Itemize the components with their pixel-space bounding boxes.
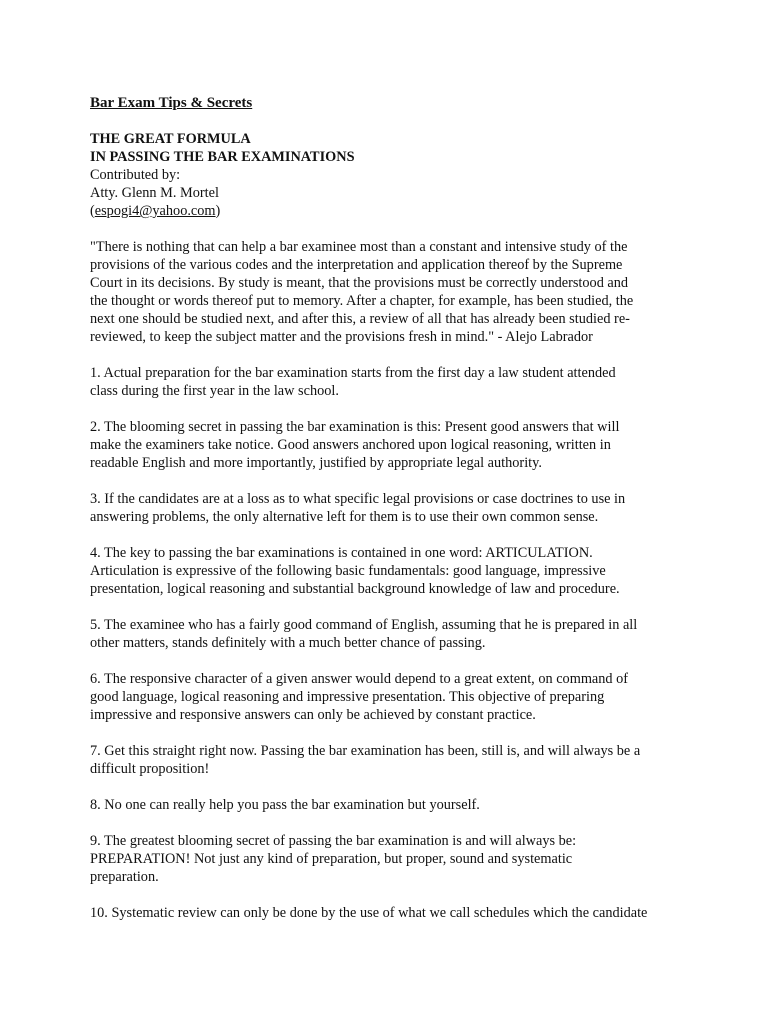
tip-line: 9. The greatest blooming secret of passing the bar examination is and will always be: [90, 833, 577, 849]
tip-line: answering problems, the only alternative left for them is to use their own common sense. [90, 509, 599, 525]
tip-line: good language, logical reasoning and impressive presentation. This objective of preparing [90, 689, 605, 705]
tip-9 [90, 832, 708, 886]
tip-line: 10. Systematic review can only be done by the use of what we call schedules which the candidate [90, 905, 648, 921]
quote-line: next one should be studied next, and after this, a review of all that has already been studied re- [90, 311, 630, 327]
tip-line: make the examiners take notice. Good answers anchored upon logical reasoning, written in [90, 437, 611, 453]
tip-line: difficult proposition! [90, 761, 210, 777]
tip-4 [90, 544, 708, 598]
author-email-line [90, 202, 708, 220]
tip-line: readable English and more importantly, justified by appropriate legal authority. [90, 455, 542, 471]
heading-line-2: IN PASSING THE BAR EXAMINATIONS [90, 149, 355, 165]
tip-line: PREPARATION! Not just any kind of preparation, but proper, sound and systematic [90, 851, 573, 867]
tip-10 [90, 904, 708, 922]
quote-line: Court in its decisions. By study is meant, that the provisions must be correctly understood and [90, 275, 629, 291]
tip-line: preparation. [90, 869, 159, 885]
tip-3 [90, 490, 708, 526]
tip-line: Articulation is expressive of the following basic fundamentals: good language, impressive [90, 563, 606, 579]
email-close-paren: ) [215, 203, 221, 219]
tip-line: impressive and responsive answers can only be achieved by constant practice. [90, 707, 536, 723]
author-name: Atty. Glenn M. Mortel [90, 185, 219, 201]
tip-line: 2. The blooming secret in passing the bar examination is this: Present good answers that will [90, 419, 620, 435]
tip-line: 6. The responsive character of a given answer would depend to a great extent, on command of [90, 671, 629, 687]
tip-line: 3. If the candidates are at a loss as to what specific legal provisions or case doctrines to use in [90, 491, 626, 507]
article-heading [90, 130, 708, 220]
tip-line: 1. Actual preparation for the bar examination starts from the first day a law student attended [90, 365, 616, 381]
tip-line: other matters, stands definitely with a much better chance of passing. [90, 635, 486, 651]
quote-line: reviewed, to keep the subject matter and the provisions fresh in mind." - Alejo Labrador [90, 329, 593, 345]
email-open-paren: ( [90, 203, 95, 219]
contributed-by-label: Contributed by: [90, 167, 181, 183]
quote-line: "There is nothing that can help a bar examinee most than a constant and intensive study of the [90, 239, 628, 255]
tip-6 [90, 670, 708, 724]
document-title: Bar Exam Tips & Secrets [90, 95, 253, 111]
tip-5 [90, 616, 708, 652]
document-body [90, 94, 708, 922]
quote-line: the thought or words thereof put to memory. After a chapter, for example, has been studied, the [90, 293, 634, 309]
tip-1 [90, 364, 708, 400]
tip-line: 8. No one can really help you pass the bar examination but yourself. [90, 797, 480, 813]
tip-7 [90, 742, 708, 778]
tip-line: class during the first year in the law school. [90, 383, 339, 399]
tip-line: presentation, logical reasoning and substantial background knowledge of law and procedure. [90, 581, 620, 597]
author-email-link[interactable]: espogi4@yahoo.com [94, 203, 216, 219]
tip-2 [90, 418, 708, 472]
opening-quote [90, 238, 708, 346]
tip-line: 5. The examinee who has a fairly good command of English, assuming that he is prepared in all [90, 617, 638, 633]
quote-line: provisions of the various codes and the interpretation and application thereof by the Supreme [90, 257, 623, 273]
tip-line: 4. The key to passing the bar examinations is contained in one word: ARTICULATION. [90, 545, 593, 561]
heading-line-1: THE GREAT FORMULA [90, 131, 251, 147]
tip-8 [90, 796, 708, 814]
tip-line: 7. Get this straight right now. Passing the bar examination has been, still is, and will always be a [90, 743, 641, 759]
